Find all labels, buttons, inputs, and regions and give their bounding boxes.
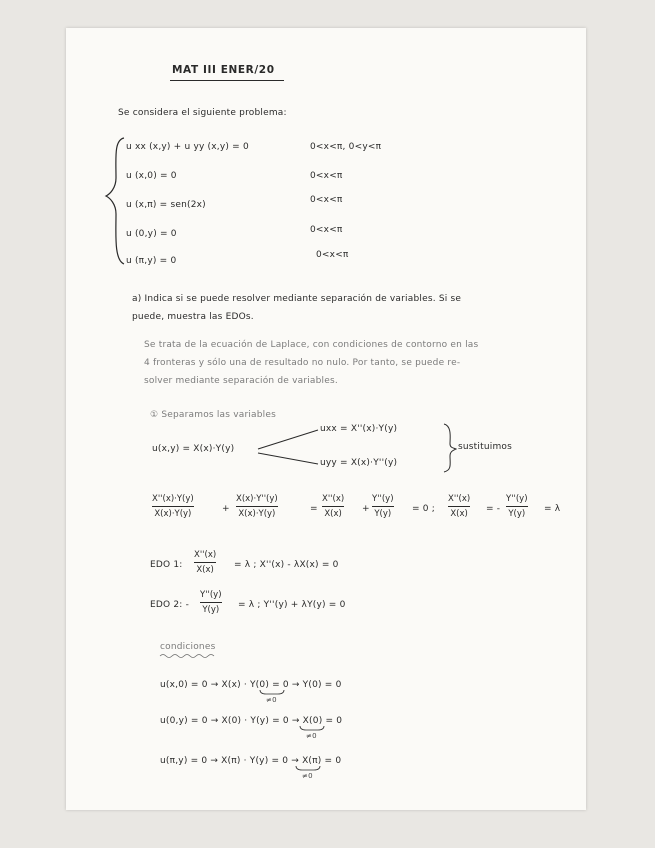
system-brace [106, 138, 124, 264]
fraction-equals-minus: = - [486, 504, 501, 514]
separation-uyy: uyy = X(x)·Y''(y) [320, 458, 398, 468]
answer-line-3: solver mediante separación de variables. [144, 376, 338, 386]
fraction-2-bar [236, 506, 278, 507]
question-a-line-2: puede, muestra las EDOs. [132, 312, 254, 322]
edo-2-fraction [200, 590, 222, 615]
fraction-5-bar [448, 506, 470, 507]
condition-3: u(π,y) = 0 → X(π) · Y(y) = 0 → X(π) = 0 [160, 756, 342, 766]
page-title: MAT III ENER/20 [172, 64, 275, 76]
fraction-3-numerator: X''(x) [322, 494, 345, 504]
fraction-6 [506, 494, 528, 519]
fraction-2 [236, 494, 278, 519]
edo-2-denominator: Y(y) [202, 605, 220, 615]
fraction-5 [448, 494, 470, 519]
fraction-4 [372, 494, 394, 519]
edo-2-equation: = λ ; Y''(y) + λY(y) = 0 [238, 600, 346, 610]
separation-uxx: uxx = X''(x)·Y(y) [320, 424, 398, 434]
fraction-3-bar [322, 506, 344, 507]
edo-1-denominator: X(x) [196, 565, 214, 575]
edo-1-equation: = λ ; X''(x) - λX(x) = 0 [234, 560, 339, 570]
fraction-4-numerator: Y''(y) [372, 494, 394, 504]
question-a-line-1: a) Indica si se puede resolver mediante separación de variables. Si se [132, 294, 462, 304]
fraction-1-numerator: X''(x)·Y(y) [152, 494, 194, 504]
conditions-underline [160, 655, 214, 658]
condition-2: u(0,y) = 0 → X(0) · Y(y) = 0 → X(0) = 0 [160, 716, 343, 726]
condition-2-note: ≠0 [306, 732, 317, 740]
fraction-1 [152, 494, 194, 519]
fraction-plus-1: + [222, 504, 230, 514]
edo-1-numerator: X''(x) [194, 550, 217, 560]
system-cond-5: 0<x<π [316, 250, 349, 260]
edo-2-numerator: Y''(y) [200, 590, 222, 600]
fork-line-lower [258, 453, 318, 464]
edo-1-fraction [194, 550, 216, 575]
sustituimos-note: sustituimos [458, 442, 513, 452]
fraction-plus-2: + [362, 504, 370, 514]
system-eq-2: u (x,0) = 0 [126, 171, 177, 181]
fraction-5-denominator: X(x) [450, 509, 468, 519]
step-1-heading: ① Separamos las variables [150, 410, 277, 420]
system-eq-5: u (π,y) = 0 [126, 256, 177, 266]
fraction-4-denominator: Y(y) [374, 509, 392, 519]
fraction-1-denominator: X(x)·Y(y) [154, 509, 192, 519]
separation-lhs: u(x,y) = X(x)·Y(y) [152, 444, 235, 454]
notebook-page [66, 28, 586, 810]
fraction-6-denominator: Y(y) [508, 509, 526, 519]
condition-1: u(x,0) = 0 → X(x) · Y(0) = 0 → Y(0) = 0 [160, 680, 342, 690]
system-cond-4: 0<x<π [310, 225, 343, 235]
answer-line-1: Se trata de la ecuación de Laplace, con condiciones de contorno en las [144, 340, 479, 350]
fraction-2-denominator: X(x)·Y(y) [238, 509, 276, 519]
fork-line-upper [258, 430, 318, 449]
system-eq-3: u (x,π) = sen(2x) [126, 200, 206, 210]
system-cond-2: 0<x<π [310, 171, 343, 181]
fraction-3 [322, 494, 344, 519]
substitute-brace [444, 424, 456, 472]
system-eq-4: u (0,y) = 0 [126, 229, 177, 239]
fraction-2-numerator: X(x)·Y''(y) [236, 494, 278, 504]
fraction-3-denominator: X(x) [324, 509, 342, 519]
system-cond-3: 0<x<π [310, 195, 343, 205]
system-cond-1: 0<x<π, 0<y<π [310, 142, 382, 152]
answer-line-2: 4 fronteras y sólo una de resultado no nulo. Por tanto, se puede re- [144, 358, 461, 368]
edo-1-bar [194, 562, 216, 563]
fraction-4-bar [372, 506, 394, 507]
system-eq-1: u xx (x,y) + u yy (x,y) = 0 [126, 142, 249, 152]
fraction-6-numerator: Y''(y) [506, 494, 528, 504]
edo-2-bar [200, 602, 222, 603]
fraction-1-bar [152, 506, 194, 507]
fraction-5-numerator: X''(x) [448, 494, 471, 504]
condition-3-note: ≠0 [302, 772, 313, 780]
intro-text: Se considera el siguiente problema: [118, 108, 287, 118]
fraction-equals-1: = [310, 504, 318, 514]
nonzero-bracket-3 [296, 766, 320, 770]
condition-1-note: ≠0 [266, 696, 277, 704]
fraction-equals-lambda: = λ [544, 504, 561, 514]
edo-1-label: EDO 1: [150, 560, 183, 570]
title-underline [170, 80, 284, 81]
conditions-heading: condiciones [160, 642, 216, 652]
nonzero-bracket-2 [300, 726, 324, 730]
nonzero-bracket-1 [260, 690, 284, 694]
fraction-6-bar [506, 506, 528, 507]
edo-2-label: EDO 2: - [150, 600, 190, 610]
fraction-equals-zero: = 0 ; [412, 504, 436, 514]
